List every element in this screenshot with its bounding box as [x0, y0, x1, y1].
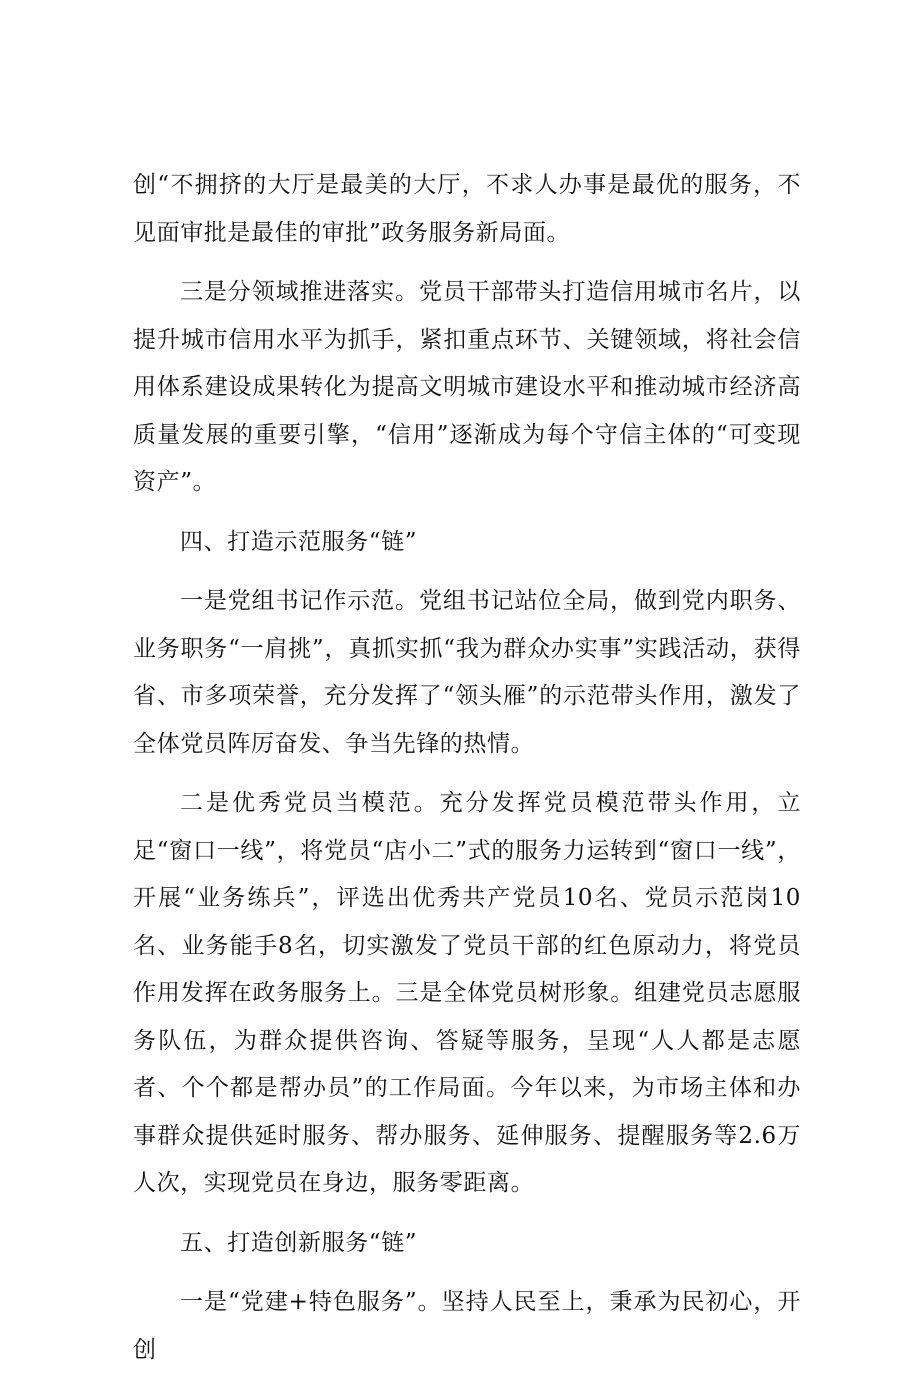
paragraph-credit: 三是分领域推进落实。党员干部带头打造信用城市名片，以提升城市信用水平为抓手，紧扣重点环节、关键领域，将社会信用体系建设成果转化为提高文明城市建设水平和推动城市经济高质量发展的重要引擎，“信用”逐渐成为每个守信主体的“可变现资产”。 [133, 279, 801, 495]
paragraph-model-members: 二是优秀党员当模范。充分发挥党员模范带头作用，立足“窗口一线”，将党员“店小二”式的服务力运转到“窗口一线”，开展“业务练兵”，评选出优秀共产党员10名、党员示范岗10名、业务能手8名，切实激发了党员干部的红色原动力，将党员作用发挥在政务服务上。三是全体党员树形象。组建党员志愿服务队伍，为群众提供咨询、答疑等服务，呈现“人人都是志愿者、个个都是帮办员”的工作局面。今年以来，为市场主体和办事群众提供延时服务、帮办服务、延伸服务、提醒服务等2.6万人次，实现党员在身边，服务零距离。 [133, 790, 801, 1196]
paragraph-party-secretary: 一是党组书记作示范。党组书记站位全局，做到党内职务、业务职务“一肩挑”，真抓实抓“我为群众办实事”实践活动，获得省、市多项荣誉，充分发挥了“领头雁”的示范带头作用，激发了全体党员阵厉奋发、争当先锋的热情。 [133, 588, 801, 757]
paragraph-special-service: 一是“党建+特色服务”。坚持人民至上，秉承为民初心，开创 [133, 1289, 801, 1363]
document-body [133, 162, 801, 1374]
section-heading-4: 四、打造示范服务“链” [180, 528, 418, 555]
paragraph-continuation: 创“不拥挤的大厅是最美的大厅，不求人办事是最优的服务，不见面审批是最佳的审批”政务服务新局面。 [133, 172, 801, 246]
section-heading-5: 五、打造创新服务“链” [180, 1229, 418, 1256]
